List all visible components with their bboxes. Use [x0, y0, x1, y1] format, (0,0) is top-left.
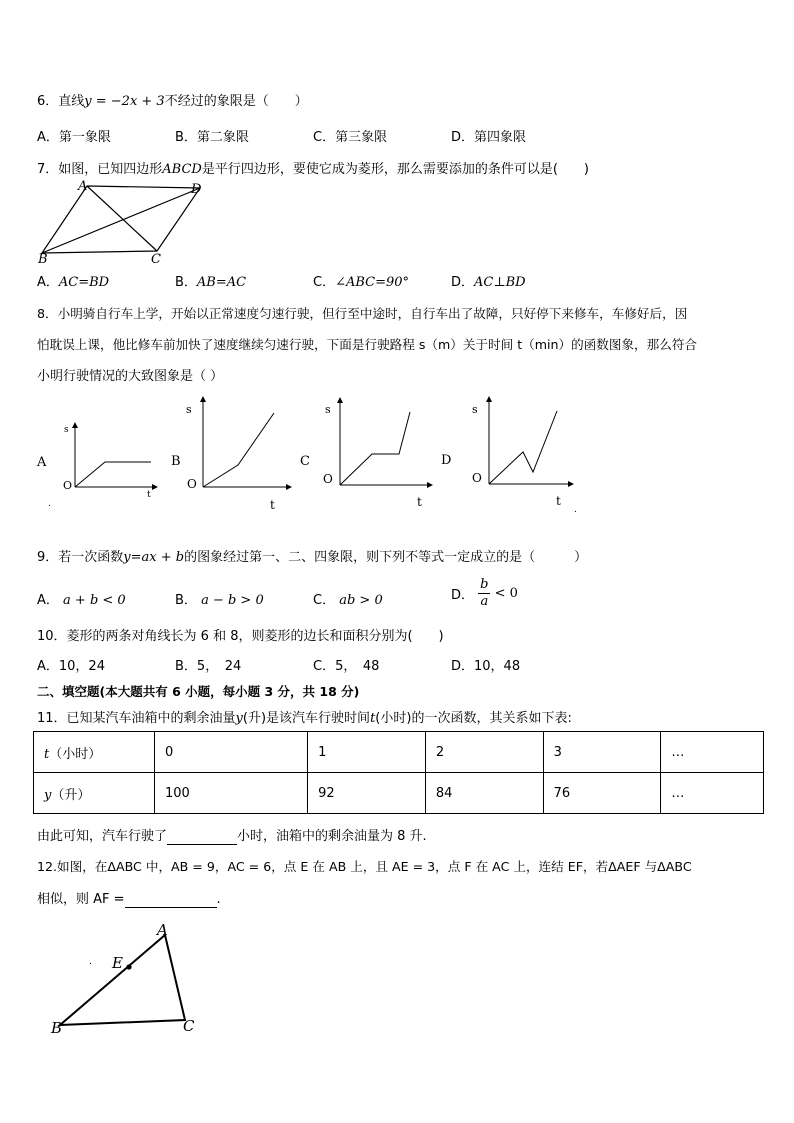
q6-option-d[interactable]: D．第四象限	[451, 130, 527, 145]
label-e: E	[112, 954, 123, 972]
table-row-header	[34, 773, 155, 814]
fraction-denominator: a	[480, 594, 489, 609]
q12-triangle-figure	[40, 918, 210, 1040]
q9-prefix: 9．若一次函数	[37, 550, 124, 565]
q6-prefix: 6．直线	[37, 94, 85, 109]
q7-option-c[interactable]	[313, 271, 409, 290]
q10-option-a[interactable]: A．10，24	[37, 659, 105, 674]
q8-graph-b[interactable]	[165, 395, 295, 517]
table-cell: …	[661, 773, 764, 814]
q8-graph-c-s: s	[325, 403, 331, 416]
table-cell: 84	[425, 773, 543, 814]
q12-part3: .	[216, 892, 221, 907]
q8-graph-a-dot: .	[48, 499, 51, 509]
table-cell: 2	[425, 732, 543, 773]
q9-option-a[interactable]	[37, 589, 126, 608]
q8-graph-c-t: t	[417, 495, 422, 509]
q11-part3: (小时)的一次函数，其关系如下表:	[375, 711, 572, 726]
q8-line-1: 8．小明骑自行车上学，开始以正常速度匀速行驶，但行至中途时，自行车出了故障，只好停下来修车，车修好后，因	[37, 306, 688, 321]
q8-graph-b-letter: B	[171, 454, 181, 469]
q9-option-a-letter: A．	[37, 593, 59, 608]
q8-line-3: 小明行驶情况的大致图象是（ ）	[37, 369, 224, 384]
table-cell: 92	[308, 773, 426, 814]
q7-option-c-letter: C．	[313, 275, 336, 290]
label-b: B	[38, 252, 48, 264]
q11-answer-line	[37, 825, 427, 845]
label-d: D	[191, 182, 202, 197]
q9-expression: y=ax + b	[123, 550, 185, 565]
table-row	[34, 732, 764, 773]
q9-option-c[interactable]	[313, 589, 383, 608]
label-c: C	[183, 1017, 195, 1035]
q8-graph-c-origin: O	[323, 472, 333, 486]
q11-part2: (升)是该汽车行驶时间	[242, 711, 371, 726]
q7-option-d-letter: D．	[451, 275, 475, 290]
q12-line-1: 12.如图，在ΔABC 中，AB = 9，AC = 6，点 E 在 AB 上，且 AE = 3，点 F 在 AC 上，连结 EF，若ΔAEF 与ΔABC	[37, 859, 692, 874]
label-c: C	[151, 252, 161, 264]
table-cell: 0	[155, 732, 308, 773]
q6-expression: y = −2x + 3	[84, 94, 165, 109]
q8-graph-a-s: s	[64, 425, 69, 435]
q12-stray-dot: .	[89, 957, 92, 967]
q8-graph-a-t: t	[147, 490, 151, 500]
q8-graph-b-origin: O	[187, 477, 197, 491]
q8-graph-a[interactable]	[30, 410, 165, 510]
q11-var-y: y	[235, 711, 243, 726]
q9-option-a-text: a + b < 0	[63, 593, 126, 608]
q10-stem: 10．菱形的两条对角线长为 6 和 8，则菱形的边长和面积分别为( )	[37, 629, 444, 644]
table-row	[34, 773, 764, 814]
header-unit: （小时）	[49, 746, 102, 762]
header-var: y	[44, 787, 52, 803]
q7-option-c-text: ∠ABC=90°	[335, 275, 410, 290]
q11-after-part1: 由此可知，汽车行驶了	[37, 829, 168, 844]
q6-suffix: 不经过的象限是（ ）	[164, 94, 308, 109]
table-cell: 3	[543, 732, 661, 773]
q11-answer-blank[interactable]	[167, 829, 237, 845]
q8-graph-d-t: t	[556, 494, 561, 508]
fraction-numerator: b	[480, 577, 489, 592]
q9-option-b-text: a − b > 0	[201, 593, 264, 608]
q8-graph-a-letter: A	[37, 455, 47, 470]
q11-table	[33, 731, 764, 814]
q6-option-b[interactable]: B．第二象限	[175, 130, 249, 145]
table-row-header	[34, 732, 155, 773]
q7-option-b-text: AB=AC	[196, 275, 247, 290]
q12-part2: 相似，则 AF =	[37, 892, 125, 907]
q7-stem-part1: 7．如图，已知四边形	[37, 162, 163, 177]
q9-option-b[interactable]	[175, 589, 264, 608]
q11-stem	[37, 707, 572, 726]
q7-parallelogram-figure	[30, 178, 220, 264]
q7-option-b[interactable]	[175, 271, 246, 290]
table-cell: 76	[543, 773, 661, 814]
q12-answer-blank[interactable]	[125, 892, 217, 908]
q10-option-c[interactable]: C．5， 48	[313, 659, 380, 674]
q9-option-d[interactable]	[451, 577, 518, 610]
label-b: B	[51, 1019, 63, 1037]
q9-option-d-relation: < 0	[494, 586, 518, 601]
q6-stem	[37, 90, 308, 109]
q12-line-2	[37, 888, 221, 908]
q9-option-d-fraction	[478, 577, 490, 610]
q7-stem	[37, 158, 589, 177]
q9-option-d-letter: D．	[451, 588, 475, 603]
q7-option-b-letter: B．	[175, 275, 197, 290]
q6-option-c[interactable]: C．第三象限	[313, 130, 388, 145]
q11-var-t: t	[370, 711, 376, 726]
q7-abcd: ABCD	[162, 162, 202, 177]
q8-graph-b-t: t	[270, 498, 275, 512]
q8-graph-b-s: s	[186, 403, 192, 416]
q11-part1: 11．已知某汽车油箱中的剩余油量	[37, 711, 236, 726]
q8-graph-d[interactable]	[437, 395, 582, 517]
q6-option-a[interactable]: A．第一象限	[37, 130, 111, 145]
q9-stem	[37, 546, 587, 565]
label-a: A	[78, 179, 88, 194]
q7-option-a-text: AC=BD	[58, 275, 110, 290]
section-2-title: 二、填空题(本大题共有 6 小题，每小题 3 分，共 18 分)	[37, 684, 360, 699]
header-unit: （升）	[51, 787, 91, 803]
q7-stem-part2: 是平行四边形，要使它成为菱形，那么需要添加的条件可以是( )	[201, 162, 589, 177]
q9-option-b-letter: B．	[175, 593, 197, 608]
q11-after-part2: 小时，油箱中的剩余油量为 8 升.	[237, 829, 427, 844]
label-a: A	[157, 921, 168, 939]
q8-graph-d-origin: O	[472, 471, 482, 485]
q8-graph-c-letter: C	[300, 454, 310, 469]
q8-line-2: 怕耽误上课，他比修车前加快了速度继续匀速行驶，下面是行驶路程 s（m）关于时间 t（min）的函数图象，那么符合	[37, 337, 698, 352]
q8-graph-d-s: s	[472, 403, 478, 416]
table-cell: 1	[308, 732, 426, 773]
q7-option-a[interactable]	[37, 271, 109, 290]
q9-option-c-letter: C．	[313, 593, 336, 608]
q8-graph-d-letter: D	[441, 453, 452, 468]
q9-suffix: 的图象经过第一、二、四象限，则下列不等式一定成立的是（ ）	[184, 550, 588, 565]
q8-graph-c[interactable]	[296, 396, 436, 518]
q7-option-d[interactable]	[451, 271, 526, 290]
q8-graph-d-dot: .	[574, 505, 577, 515]
q7-option-d-text: AC⊥BD	[474, 275, 526, 290]
q9-option-c-text: ab > 0	[339, 593, 383, 608]
table-cell: …	[661, 732, 764, 773]
header-var: t	[44, 746, 50, 762]
q10-option-b[interactable]: B．5， 24	[175, 659, 242, 674]
q8-graph-a-origin: O	[63, 479, 73, 492]
q7-option-a-letter: A．	[37, 275, 59, 290]
q10-option-d[interactable]: D．10，48	[451, 659, 521, 674]
table-cell: 100	[155, 773, 308, 814]
